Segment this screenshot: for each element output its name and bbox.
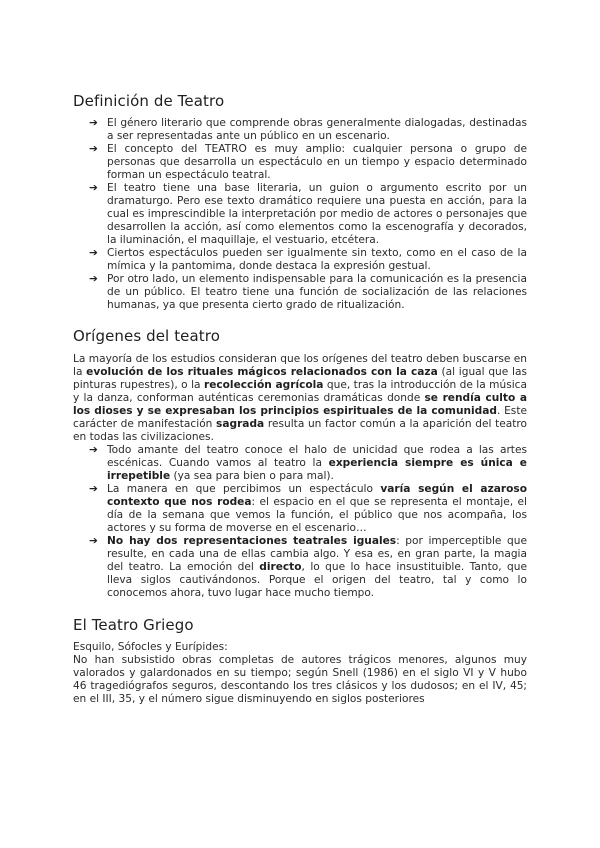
list-item: ➔ El concepto del TEATRO es muy amplio: cualquier persona o grupo de personas que desarrolla un espectáculo en un tiempo y espacio determinado forman un espectáculo teatral. bbox=[89, 143, 527, 181]
list-item: ➔ No hay dos representaciones teatrales iguales: por imperceptible que resulte, en cada una de ellas cambia algo. Y esa es, en gran parte, la magia del teatro. La emoción del directo, lo que lo hace insustituible. Tanto, que lleva siglos cautivándonos. Porque el origen del teatro, tal y como lo conocemos ahora, tuvo lugar hace mucho tiempo. bbox=[89, 535, 528, 599]
section-title: Definición de Teatro bbox=[73, 92, 225, 110]
bullet-list bbox=[73, 444, 527, 600]
arrow-icon: ➔ bbox=[89, 483, 98, 495]
list-item: ➔ El género literario que comprende obras generalmente dialogadas, destinadas a ser representadas ante un público en un escenario. bbox=[89, 117, 527, 142]
section-definicion bbox=[73, 92, 527, 312]
list-item: ➔ La manera en que percibimos un espectáculo varía según el azaroso contexto que nos rodea: el espacio en el que se representa el montaje, el día de la semana que vemos la función, el público que nos acompaña, los actores y su forma de moverse en el escenario… bbox=[89, 483, 527, 534]
arrow-icon: ➔ bbox=[89, 535, 98, 547]
arrow-icon: ➔ bbox=[89, 273, 98, 285]
section-origenes bbox=[73, 327, 527, 600]
section-title: Orígenes del teatro bbox=[73, 327, 220, 345]
list-item: ➔ El teatro tiene una base literaria, un guion o argumento escrito por un dramaturgo. Pero ese texto dramático requiere una puesta en acción, para la cual es imprescindible la interpretación por medio de actores o personajes que desarrollen la acción, así como elementos como la escenografía y decorados, la iluminación, el maquillaje, el vestuario, etcétera. bbox=[89, 182, 527, 246]
body-paragraph: No han subsistido obras completas de autores trágicos menores, algunos muy valorados y galardonados en su tiempo; según Snell (1986) en el siglo VI y V hubo 46 tragediógrafos seguros, descontando los tres clásicos y los dudosos; en el IV, 45; en el III, 35, y el número sigue disminuyendo en siglos posteriores bbox=[73, 654, 527, 705]
section-griego bbox=[73, 616, 527, 706]
arrow-icon: ➔ bbox=[89, 182, 98, 194]
arrow-icon: ➔ bbox=[89, 444, 98, 456]
list-item: ➔ Ciertos espectáculos pueden ser igualmente sin texto, como en el caso de la mímica y la pantomima, donde destaca la expresión gestual. bbox=[89, 247, 527, 272]
list-item: ➔ Por otro lado, un elemento indispensable para la comunicación es la presencia de un público. El teatro tiene una función de socialización de las relaciones humanas, ya que presenta cierto grado de ritualización. bbox=[89, 273, 527, 311]
arrow-icon: ➔ bbox=[89, 117, 98, 129]
bullet-list bbox=[73, 117, 527, 312]
arrow-icon: ➔ bbox=[89, 143, 98, 155]
arrow-icon: ➔ bbox=[89, 247, 98, 259]
subtitle-line: Esquilo, Sófocles y Eurípides: bbox=[73, 641, 228, 653]
list-item: ➔ Todo amante del teatro conoce el halo de unicidad que rodea a las artes escénicas. Cuando vamos al teatro la experiencia siempre es única e irrepetible (ya sea para bien o para mal). bbox=[89, 444, 527, 482]
section-title: El Teatro Griego bbox=[73, 616, 194, 634]
intro-paragraph: La mayoría de los estudios consideran que los orígenes del teatro deben buscarse en la evolución de los rituales mágicos relacionados con la caza (al igual que las pinturas rupestres), o la recolección agrícola que, tras la introducción de la música y la danza, conforman auténticas ceremonias dramáticas donde se rendía culto a los dioses y se expresaban los principios espirituales de la comunidad. Este carácter de manifestación sagrada resulta un factor común a la aparición del teatro en todas las civilizaciones. bbox=[73, 353, 527, 443]
